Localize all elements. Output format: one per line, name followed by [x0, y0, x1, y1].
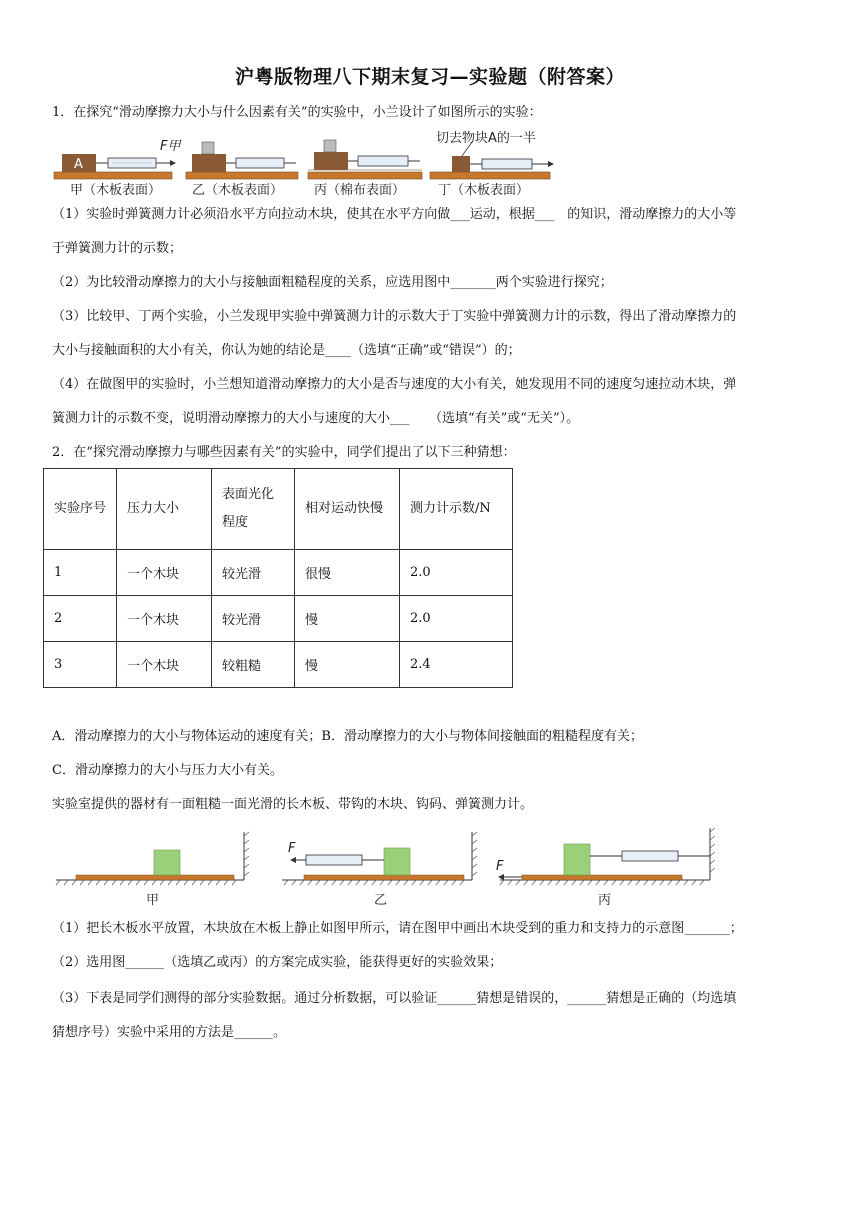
q1-part4-line1: （4）在做图甲的实验时，小兰想知道滑动摩擦力的大小是否与速度的大小有关，她发现用不同的速度匀速拉动木块，弹	[52, 377, 737, 392]
q1-fig-yi	[186, 142, 298, 179]
arrow-icon	[498, 874, 504, 880]
long-board	[76, 875, 234, 880]
q1-fig-bing	[308, 140, 422, 179]
green-block	[384, 848, 410, 875]
q2-part3-line2: 猜想序号）实验中采用的方法是______。	[52, 1025, 287, 1040]
caption-jia: 甲（木板表面）	[70, 183, 162, 198]
long-board	[522, 875, 682, 880]
arrow-icon	[548, 161, 554, 167]
wooden-board	[430, 172, 550, 179]
cloth-board	[308, 172, 422, 179]
table-header-cell: 测力计示数/N	[400, 469, 513, 550]
wooden-board	[54, 172, 172, 179]
q1-part4-line2: 簧测力计的示数不变，说明滑动摩擦力的大小与速度的大小___ （选填“有关”或“无关”）。	[52, 411, 580, 426]
table-header-cell: 压力大小	[117, 469, 212, 550]
q2-fig-jia	[56, 832, 249, 885]
caption-jia: 甲	[146, 893, 160, 908]
half-block-a	[452, 156, 470, 172]
table-row	[44, 596, 513, 642]
arrow-icon	[290, 857, 296, 863]
q2-stem: 2．在“探究滑动摩擦力与哪些因素有关”的实验中，同学们提出了以下三种猜想：	[52, 445, 516, 460]
q1-figure	[52, 128, 572, 200]
weight-icon	[324, 140, 336, 152]
table-header-cell: 实验序号	[44, 469, 117, 550]
page-title: 沪粤版物理八下期末复习—实验题（附答案）	[234, 66, 625, 88]
q1-part1-line1: （1）实验时弹簧测力计必须沿水平方向拉动木块，使其在水平方向做___运动，根据___ 的知识，滑动摩擦力的大小等	[52, 207, 737, 222]
table-cell: 较光滑	[212, 550, 295, 596]
q1-stem: 1．在探究“滑动摩擦力大小与什么因素有关”的实验中，小兰设计了如图所示的实验：	[52, 105, 542, 120]
q1-fig-jia	[54, 139, 182, 179]
table-cell: 一个木块	[117, 642, 212, 688]
table-cell: 1	[44, 550, 117, 596]
table-cell: 2.4	[400, 642, 513, 688]
table-header-cell: 表面光化程度	[212, 469, 295, 550]
caption-ding: 丁（木板表面）	[438, 183, 530, 198]
q1-part1-line2: 于弹簧测力计的示数；	[52, 241, 183, 256]
table-cell: 2.0	[400, 596, 513, 642]
wooden-board	[186, 172, 298, 179]
q2-figure	[52, 824, 722, 908]
q2-hypothesis-c: C．滑动摩擦力的大小与压力大小有关。	[52, 763, 283, 778]
table-cell: 一个木块	[117, 550, 212, 596]
table-cell: 慢	[295, 596, 400, 642]
weight-icon	[202, 142, 214, 154]
block-a	[192, 154, 226, 172]
table-cell: 较粗糙	[212, 642, 295, 688]
q1-part3-line1: （3）比较甲、丁两个实验，小兰发现甲实验中弹簧测力计的示数大于丁实验中弹簧测力计的示数，得出了滑动摩擦力的	[52, 309, 737, 324]
table-cell: 2	[44, 596, 117, 642]
q2-fig-yi	[282, 832, 477, 885]
q2-data-table	[43, 468, 513, 688]
q2-part3-line1: （3）下表是同学们测得的部分实验数据。通过分析数据，可以验证______猜想是错误的，______猜想是正确的（均选填	[52, 991, 737, 1006]
table-header-row	[44, 469, 513, 550]
force-label: F	[496, 859, 504, 874]
table-cell: 3	[44, 642, 117, 688]
arrow-icon	[170, 160, 176, 166]
table-cell: 2.0	[400, 550, 513, 596]
force-label: F	[288, 841, 296, 856]
spring-scale	[306, 855, 362, 865]
q2-part2: （2）选用图______（选填乙或丙）的方案完成实验，能获得更好的实验效果；	[52, 955, 503, 970]
table-cell: 很慢	[295, 550, 400, 596]
green-block	[564, 844, 590, 875]
table-cell: 慢	[295, 642, 400, 688]
table-row	[44, 550, 513, 596]
table-cell: 较光滑	[212, 596, 295, 642]
long-board	[304, 875, 464, 880]
block-label: A	[74, 157, 83, 172]
green-block	[154, 850, 180, 875]
spring-scale	[482, 159, 532, 169]
caption-bing: 丙	[598, 893, 612, 908]
q1-part2: （2）为比较滑动摩擦力的大小与接触面粗糙程度的关系，应选用图中_______两个实验进行探究；	[52, 275, 613, 290]
spring-scale	[358, 156, 408, 166]
cut-note: 切去物块A的一半	[436, 131, 536, 146]
table-cell: 一个木块	[117, 596, 212, 642]
q2-part1: （1）把长木板水平放置，木块放在木板上静止如图甲所示，请在图甲中画出木块受到的重力和支持力的示意图_______；	[52, 921, 743, 936]
table-row	[44, 642, 513, 688]
q2-hypothesis-ab: A．滑动摩擦力的大小与物体运动的速度有关；B．滑动摩擦力的大小与物体间接触面的粗糙程度有关；	[52, 729, 643, 744]
caption-yi: 乙	[374, 893, 388, 908]
caption-yi: 乙（木板表面）	[192, 183, 284, 198]
q1-fig-ding	[430, 130, 554, 179]
block-a	[314, 152, 348, 170]
caption-bing: 丙（棉布表面）	[314, 183, 406, 198]
spring-scale	[236, 158, 284, 168]
q2-equipment: 实验室提供的器材有一面粗糙一面光滑的长木板、带钩的木块、钩码、弹簧测力计。	[52, 797, 534, 812]
force-label: F甲	[160, 139, 181, 154]
table-header-cell: 相对运动快慢	[295, 469, 400, 550]
spring-scale	[622, 851, 678, 861]
q1-part3-line2: 大小与接触面积的大小有关，你认为她的结论是____（选填“正确”或“错误”）的；	[52, 343, 521, 358]
q2-fig-bing	[496, 828, 715, 885]
